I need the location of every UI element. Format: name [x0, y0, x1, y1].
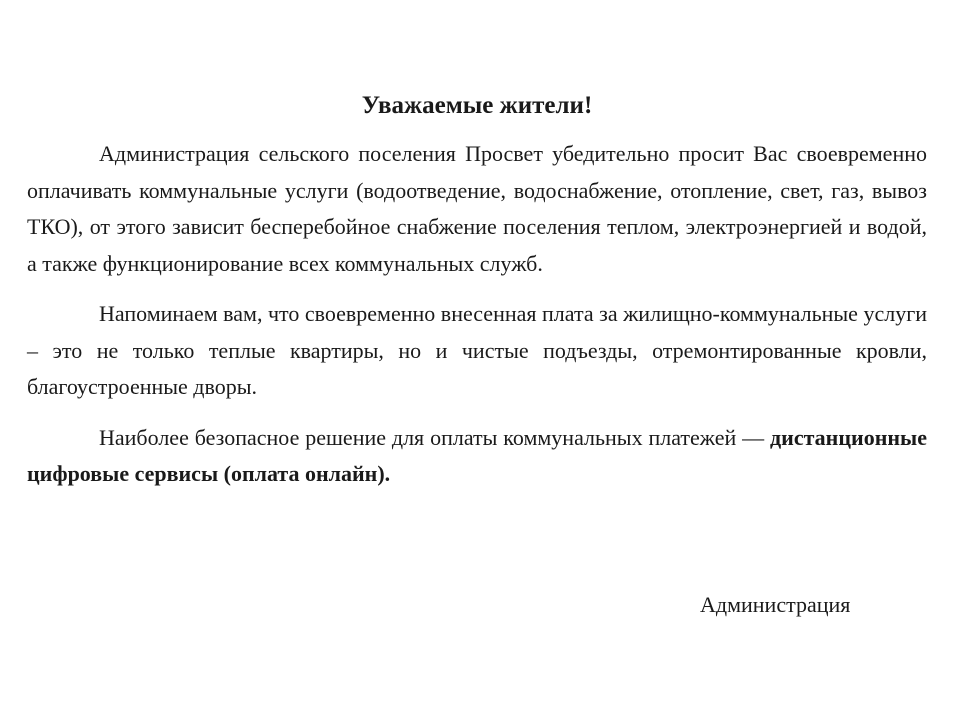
signature: Администрация [700, 592, 851, 617]
paragraph-online-payment [27, 420, 927, 493]
notice-document [27, 88, 927, 493]
paragraph-payment-request: Администрация сельского поселения Просвет убедительно просит Вас своевременно оплачивать коммунальные услуги (водоотведение, водоснабжение, отопление, свет, газ, вывоз ТКО), от этого зависит бесперебойное снабжение поселения теплом, электроэнергией и водой, а также функционирование всех коммунальных служб. [27, 141, 927, 276]
online-payment-lead: Наиболее безопасное решение для оплаты коммунальных платежей — [99, 424, 771, 450]
online-payment-emphasis: дистанционные цифровые сервисы (оплата онлайн). [27, 424, 927, 486]
notice-heading: Уважаемые жители! [361, 92, 593, 119]
paragraph-reminder: Напоминаем вам, что своевременно внесенная плата за жилищно-коммунальные услуги – это не только теплые квартиры, но и чистые подъезды, отремонтированные кровли, благоустроенные дворы. [27, 301, 927, 399]
